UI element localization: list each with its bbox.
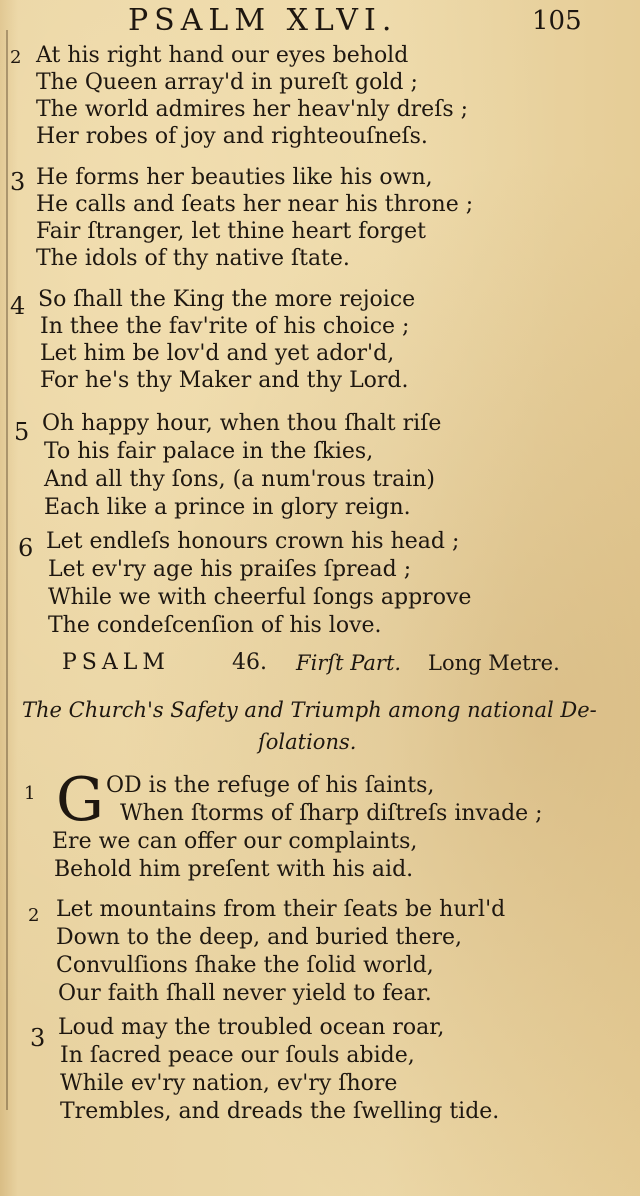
stanza-number: 2 [28, 905, 40, 926]
verse-line: Let mountains from their ſeats be hurl'd [56, 897, 506, 922]
page-gutter-rule [6, 30, 8, 1110]
verse-line: When ſtorms of ſharp diſtreſs invade ; [120, 801, 543, 826]
stanza-number: 1 [24, 783, 36, 804]
verse-line: Each like a prince in glory reign. [44, 495, 411, 520]
verse-line: He calls and ſeats her near his throne ; [36, 192, 474, 217]
stanza-number: 4 [10, 292, 26, 320]
verse-line: Trembles, and dreads the ſwelling tide. [60, 1099, 500, 1124]
verse-line: In thee the fav'rite of his choice ; [40, 314, 410, 339]
psalm-number: 46. [232, 650, 267, 675]
verse-line: To his fair palace in the ſkies, [44, 439, 374, 464]
psalm-subtitle-line-2: ſolations. [258, 730, 357, 754]
verse-line: While we with cheerful ſongs approve [48, 585, 472, 610]
verse-line: While ev'ry nation, ev'ry ſhore [60, 1071, 398, 1096]
verse-line: And all thy ſons, (a num'rous train) [44, 467, 435, 492]
verse-line: Her robes of joy and righteouſneſs. [36, 124, 428, 149]
verse-line: For he's thy Maker and thy Lord. [40, 368, 409, 393]
verse-line: Convulſions ſhake the ſolid world, [56, 953, 434, 978]
verse-line: Behold him preſent with his aid. [54, 857, 414, 882]
verse-line: Oh happy hour, when thou ſhalt riſe [42, 411, 442, 436]
stanza-number: 3 [30, 1024, 46, 1052]
verse-line: The Queen array'd in pureſt gold ; [36, 70, 418, 95]
psalm-heading [0, 648, 640, 678]
verse-line: Let endleſs honours crown his head ; [46, 529, 460, 554]
verse-line: He forms her beauties like his own, [36, 165, 433, 190]
verse-line: In ſacred peace our ſouls abide, [60, 1043, 415, 1068]
verse-line: At his right hand our eyes behold [36, 43, 409, 68]
running-title: PSALM XLVI. [128, 3, 398, 38]
page-number: 105 [532, 6, 582, 36]
page-header [0, 2, 640, 40]
verse-line: Let him be lov'd and yet ador'd, [40, 341, 395, 366]
verse-line: The world admires her heav'nly dreſs ; [36, 97, 469, 122]
psalm-label: PSALM [62, 650, 170, 675]
stanza-number: 3 [10, 168, 26, 196]
stanza-number: 5 [14, 418, 30, 446]
stanza-number: 2 [10, 47, 22, 68]
verse-line: Ere we can offer our complaints, [52, 829, 418, 854]
psalm-metre: Long Metre. [428, 651, 560, 675]
verse-line: The condeſcenſion of his love. [48, 613, 382, 638]
verse-line: OD is the refuge of his ſaints, [106, 773, 435, 798]
verse-line: Fair ſtranger, let thine heart forget [36, 219, 427, 244]
verse-line: Down to the deep, and buried there, [56, 925, 462, 950]
stanza-number: 6 [18, 534, 34, 562]
drop-cap: G [56, 765, 104, 835]
verse-line: The idols of thy native ſtate. [36, 246, 350, 271]
verse-line: Let ev'ry age his praiſes ſpread ; [48, 557, 412, 582]
verse-line: So ſhall the King the more rejoice [38, 287, 416, 312]
psalm-subtitle-line-1: The Church's Safety and Triumph among national De- [22, 698, 597, 722]
psalm-part: Firſt Part. [296, 651, 402, 675]
verse-line: Our faith ſhall never yield to fear. [58, 981, 432, 1006]
verse-line: Loud may the troubled ocean roar, [58, 1015, 445, 1040]
